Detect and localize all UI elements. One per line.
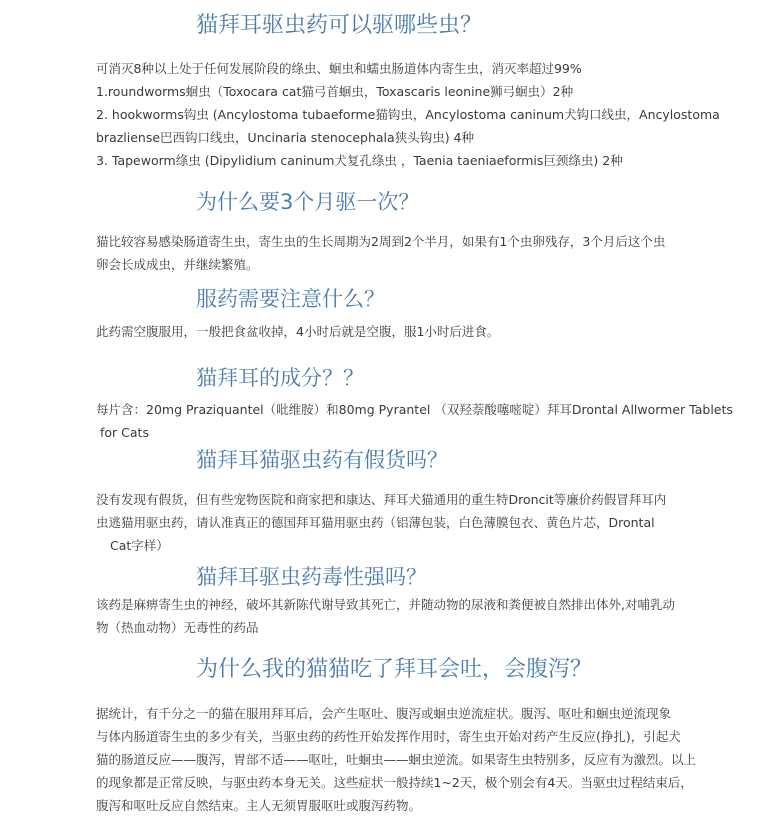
section-title-4: 猫拜耳的成分？？ <box>196 366 364 390</box>
body-line: 卵会长成成虫，并继续繁殖。 <box>96 257 259 272</box>
section-title-2: 为什么要3个月驱一次？ <box>196 190 420 214</box>
body-line: 据统计，有千分之一的猫在服用拜耳后，会产生呕吐、腹泻或蛔虫逆流症状。腹泻、呕吐和蛔虫逆流现象 <box>96 706 672 721</box>
body-line: 可消灭8种以上处于任何发展阶段的绦虫、蛔虫和蠕虫肠道体内寄生虫，消灭率超过99% <box>96 61 582 76</box>
body-line: 没有发现有假货，但有些宠物医院和商家把和康达、拜耳犬猫通用的重生特Droncit等廉价药假冒拜耳内 <box>96 492 667 507</box>
body-line: 该药是麻痹寄生虫的神经，破坏其新陈代谢导致其死亡，并随动物的尿液和粪便被自然排出体外,对哺乳动 <box>96 597 675 612</box>
section-body-4 <box>96 398 736 444</box>
body-line: 猫比较容易感染肠道寄生虫，寄生虫的生长周期为2周到2个半月，如果有1个虫卵残存，3个月后这个虫 <box>96 234 666 249</box>
body-line: brazliense巴西钩口线虫，Uncinaria stenocephala狭头钩虫) 4种 <box>96 130 474 145</box>
body-line: for Cats <box>100 425 149 440</box>
section-title-7: 为什么我的猫猫吃了拜耳会吐，会腹泻？ <box>196 657 593 682</box>
body-line: 此药需空腹服用，一般把食盆收掉，4小时后就是空腹，服1小时后进食。 <box>96 324 500 339</box>
body-line: 的现象都是正常反映，与驱虫药本身无关。这些症状一般持续1~2天，极个别会有4天。当驱虫过程结束后， <box>96 775 693 790</box>
body-line: 物（热血动物）无毒性的药品 <box>96 620 259 635</box>
body-line: 虫逃猫用驱虫药，请认准真正的德国拜耳猫用驱虫药（铝薄包装，白色薄膜包衣、黄色片芯，Drontal <box>96 515 655 530</box>
body-line: 2. hookworms钩虫 (Ancylostoma tubaeforme猫钩虫，Ancylostoma caninum犬钩口线虫，Ancylostoma <box>96 107 720 122</box>
section-body-5 <box>96 488 736 557</box>
body-line: 3. Tapeworm绦虫 (Dipylidium caninum犬复孔绦虫 ，Taenia taeniaeformis巨颈绦虫) 2种 <box>96 153 623 168</box>
body-line: 猫的肠道反应——腹泻，胃部不适——呕吐，吐蛔虫——蛔虫逆流。如果寄生虫特别多，反应有为激烈。以上 <box>96 752 697 767</box>
section-body-1 <box>96 57 736 172</box>
body-line: 每片含：20mg Praziquantel（吡维胺）和80mg Pyrantel （双羟萘酸噻嘧啶）拜耳Drontal Allwormer Tablets <box>96 402 733 417</box>
body-line: 腹泻和呕吐反应自然结束。主人无须胃服呕吐或腹泻药物。 <box>96 798 422 813</box>
body-line: Cat字样） <box>110 538 169 553</box>
section-body-6 <box>96 593 736 639</box>
section-body-7 <box>96 702 736 817</box>
section-title-6: 猫拜耳驱虫药毒性强吗？ <box>196 565 427 589</box>
section-title-5: 猫拜耳猫驱虫药有假货吗？ <box>196 448 448 472</box>
section-title-3: 服药需要注意什么？ <box>196 287 385 311</box>
body-line: 与体内肠道寄生虫的多少有关，当驱虫药的药性开始发挥作用时，寄生虫开始对药产生反应(挣扎)，引起犬 <box>96 729 681 744</box>
body-line: 1.roundworms蛔虫（Toxocara cat猫弓首蛔虫，Toxascaris leonine狮弓蛔虫）2种 <box>96 84 574 99</box>
section-title-1: 猫拜耳驱虫药可以驱哪些虫？ <box>196 13 483 38</box>
section-body-3 <box>96 320 736 343</box>
section-body-2 <box>96 230 736 276</box>
